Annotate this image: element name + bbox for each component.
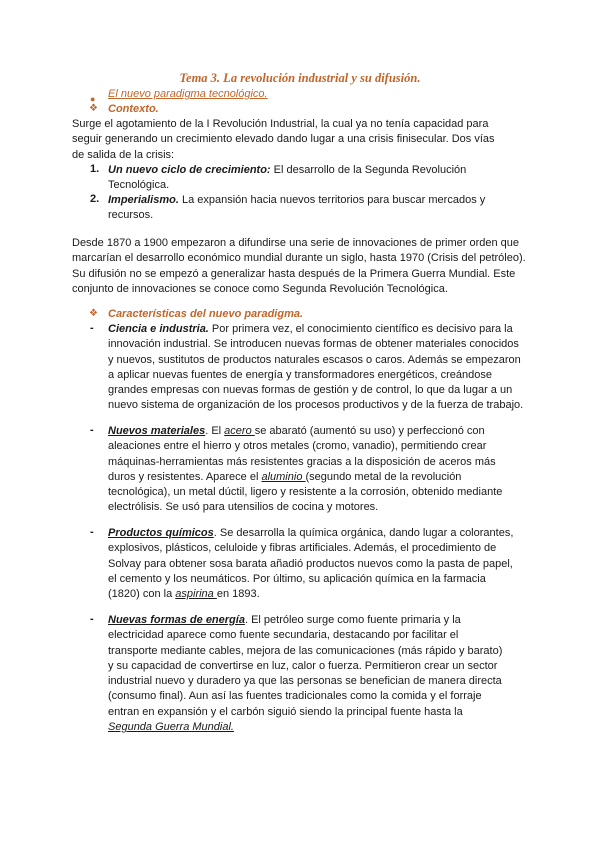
item-text: . El xyxy=(205,425,225,437)
context-heading: Contexto. xyxy=(108,103,159,115)
acero-link[interactable]: acero xyxy=(224,425,255,437)
item-label: Ciencia e industria. xyxy=(108,323,209,335)
item-label: Productos químicos xyxy=(108,527,214,539)
item-text: se abarató (aumentó su uso) y perfeccionó con aleaciones entre el hierro y otros metales (cromo, vanadio), permitiendo crear máquinas-herramientas más resistentes gracias a la disposición de aceros más duros y resistentes. Aparece el xyxy=(108,425,496,483)
numbered-item xyxy=(108,163,510,194)
item-text: en 1893. xyxy=(216,588,260,601)
item-text: . Se desarrolla la química orgánica, dando lugar a colorantes, explosivos, plásticos, celuloide y fibras artificiales. Además, el procedimiento de Solvay para obtener sosa barata añadió productos nuevos como la pasta de papel, el cemento y los neumáticos. Por último, su aplicación química en la farmacia (1820) con la xyxy=(108,527,514,601)
list-number: 2. xyxy=(90,193,100,205)
diamond-bullet-icon: ❖ xyxy=(89,308,98,319)
numbered-item xyxy=(108,193,510,224)
diamond-bullet-icon: ❖ xyxy=(89,103,98,114)
characteristic-item xyxy=(108,613,508,735)
characteristic-item xyxy=(108,526,520,602)
characteristic-item xyxy=(108,424,508,516)
body-paragraph: Desde 1870 a 1900 empezaron a difundirse una serie de innovaciones de primer orden que marcarían el desarrollo económico mundial durante un siglo, hasta 1970 (Crisis del petróleo). Su difusión no se empezó a generalizar hasta después de la Primera Guerra Mundial. Este conjunto de innovaciones se conoce como Segunda Revolución Tecnológica. xyxy=(72,237,526,295)
item-label: Imperialismo. xyxy=(108,194,179,206)
item-label: Nuevos materiales xyxy=(108,425,206,437)
intro-paragraph: Surge el agotamiento de la I Revolución Industrial, la cual ya no tenía capacidad para seguir generando un crecimiento elevado dando lugar a una crisis finisecular. Dos vías de salida de la crisis: xyxy=(72,118,495,161)
dash-bullet: - xyxy=(90,424,94,436)
item-text: Por primera vez, el conocimiento científico es decisivo para la innovación industrial. Se introducen nuevas formas de obtener materiales conocidos y nuevos, sustitutos de productos naturales escasos o caros. Además se empezaron a aplicar nuevas fuentes de energía y transformadores energéticos, creándose grandes empresas con nuevas formas de gestión y de control, lo que da lugar a un nuevo sistema de organización de los procesos productivos y de la fuerza de trabajo. xyxy=(108,323,524,412)
segunda-guerra-link[interactable]: Segunda Guerra Mundial. xyxy=(108,721,234,734)
section-heading: Características del nuevo paradigma. xyxy=(108,308,304,320)
page-title: Tema 3. La revolución industrial y su difusión. xyxy=(179,71,421,85)
aspirina-link[interactable]: aspirina xyxy=(175,588,217,601)
characteristic-item xyxy=(108,322,526,414)
item-label: Un nuevo ciclo de crecimiento: xyxy=(108,164,271,176)
dash-bullet: - xyxy=(90,526,94,538)
bullet-icon: ● xyxy=(90,94,96,104)
dash-bullet: - xyxy=(90,322,94,334)
list-number: 1. xyxy=(90,163,100,175)
item-text: . El petróleo surge como fuente primaria y la electricidad aparece como fuente secundaria, destacando por facilitar el transporte mediante cables, mejora de las comunicaciones (más rápido y barato) y su capacidad de convertirse en luz, calor o fuerza. Permitieron crear un sector industrial nuevo y duradero ya que las personas se benefician de manera directa (consumo final). Aun así las fuentes tradicionales como la comida y el forraje entran en expansión y el carbón siguió siendo la principal fuente hasta la xyxy=(108,614,503,718)
item-text: El desarrollo de la Segunda Revolución Tecnológica. xyxy=(108,164,467,192)
dash-bullet: - xyxy=(90,613,94,625)
item-label: Nuevas formas de energía xyxy=(108,614,245,626)
subheading-link[interactable]: El nuevo paradigma tecnológico. xyxy=(108,88,268,100)
aluminio-link[interactable]: aluminio xyxy=(261,470,306,483)
item-text: La expansión hacia nuevos territorios para buscar mercados y recursos. xyxy=(108,194,486,222)
item-text: (segundo metal de la revolución tecnológica), un metal dúctil, ligero y resistente a la corrosión, obtenido mediante electrólisis. Se usó para utensilios de cocina y motores. xyxy=(108,470,503,514)
